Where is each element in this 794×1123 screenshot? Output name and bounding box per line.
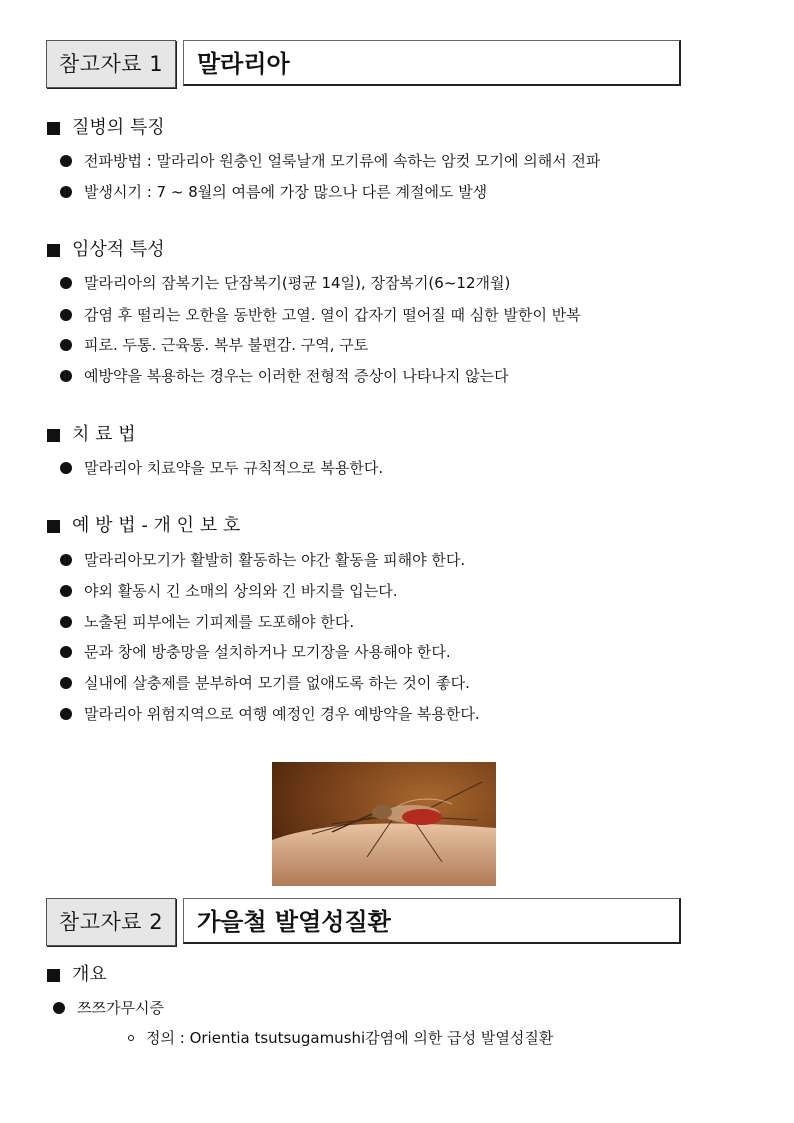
list-item bbox=[60, 151, 600, 171]
list-item-text: 피로. 두통. 근육통. 복부 불편감. 구역, 구토 bbox=[84, 336, 369, 354]
section-heading-text: 예 방 법 - 개 인 보 호 bbox=[72, 515, 241, 536]
list-item-text: 실내에 살충제를 분부하여 모기를 없애도록 하는 것이 좋다. bbox=[84, 674, 470, 692]
list-item bbox=[60, 612, 354, 632]
list-item-text: 예방약을 복용하는 경우는 이러한 전형적 증상이 나타나지 않는다 bbox=[84, 367, 509, 385]
list-item bbox=[53, 998, 164, 1018]
square-bullet-icon bbox=[47, 520, 60, 533]
section-heading-text: 치 료 법 bbox=[72, 424, 136, 445]
list-item-text: 발생시기 : 7 ~ 8월의 여름에 가장 많으나 다른 계절에도 발생 bbox=[84, 183, 488, 201]
square-bullet-icon bbox=[47, 244, 60, 257]
list-item bbox=[60, 305, 581, 325]
bullet-icon bbox=[60, 277, 72, 289]
section-heading-text: 개요 bbox=[72, 964, 107, 985]
list-item-text: 쯔쯔가무시증 bbox=[77, 999, 164, 1017]
list-item-text: 감염 후 떨리는 오한을 동반한 고열. 열이 갑자기 떨어질 때 심한 발한이 반복 bbox=[84, 306, 581, 324]
list-item-text: 말라리아 위험지역으로 여행 예정인 경우 예방약을 복용한다. bbox=[84, 705, 480, 723]
bullet-icon bbox=[60, 554, 72, 566]
bullet-icon bbox=[60, 155, 72, 167]
bullet-icon bbox=[60, 186, 72, 198]
section-heading bbox=[47, 424, 136, 446]
square-bullet-icon bbox=[47, 122, 60, 135]
bullet-icon bbox=[60, 616, 72, 628]
bullet-icon bbox=[60, 309, 72, 321]
list-item bbox=[60, 704, 480, 724]
sub-list-item-text: 정의 : Orientia tsutsugamushi감염에 의한 급성 발열성질환 bbox=[146, 1029, 554, 1047]
square-bullet-icon bbox=[47, 969, 60, 982]
list-item bbox=[60, 550, 465, 570]
list-item-text: 말라리아 치료약을 모두 규칙적으로 복용한다. bbox=[84, 459, 384, 477]
bullet-icon bbox=[60, 370, 72, 382]
list-item bbox=[60, 673, 470, 693]
section-heading-text: 임상적 특성 bbox=[72, 239, 165, 260]
list-item-text: 노출된 피부에는 기피제를 도포해야 한다. bbox=[84, 613, 355, 631]
list-item bbox=[60, 182, 487, 202]
circle-bullet-icon bbox=[128, 1035, 134, 1041]
section-heading-text: 질병의 특징 bbox=[72, 117, 165, 138]
bullet-icon bbox=[60, 708, 72, 720]
reference-title: 가을철 발열성질환 bbox=[183, 898, 681, 944]
sub-list-item bbox=[128, 1028, 553, 1048]
list-item bbox=[60, 642, 451, 662]
list-item-text: 말라리아의 잠복기는 단잠복기(평균 14일), 장잠복기(6~12개월) bbox=[84, 274, 511, 292]
section-heading bbox=[47, 515, 240, 537]
list-item bbox=[60, 581, 397, 601]
section-heading bbox=[47, 117, 165, 139]
list-item bbox=[60, 273, 510, 293]
reference-label: 참고자료 2 bbox=[46, 898, 176, 946]
list-item bbox=[60, 335, 368, 355]
mosquito-photo bbox=[272, 762, 496, 886]
list-item-text: 문과 창에 방충망을 설치하거나 모기장을 사용해야 한다. bbox=[84, 643, 451, 661]
section-heading bbox=[47, 964, 107, 986]
section-heading bbox=[47, 239, 165, 261]
list-item bbox=[60, 458, 383, 478]
bullet-icon bbox=[60, 677, 72, 689]
list-item bbox=[60, 366, 509, 386]
bullet-icon bbox=[60, 339, 72, 351]
reference-title: 말라리아 bbox=[183, 40, 681, 86]
list-item-text: 전파방법 : 말라리아 원충인 얼룩날개 모기류에 속하는 암컷 모기에 의해서 전파 bbox=[84, 152, 601, 170]
reference-label: 참고자료 1 bbox=[46, 40, 176, 88]
bullet-icon bbox=[60, 462, 72, 474]
bullet-icon bbox=[53, 1002, 65, 1014]
bullet-icon bbox=[60, 646, 72, 658]
list-item-text: 야외 활동시 긴 소매의 상의와 긴 바지를 입는다. bbox=[84, 582, 398, 600]
bullet-icon bbox=[60, 585, 72, 597]
square-bullet-icon bbox=[47, 429, 60, 442]
list-item-text: 말라리아모기가 활발히 활동하는 야간 활동을 피해야 한다. bbox=[84, 551, 466, 569]
